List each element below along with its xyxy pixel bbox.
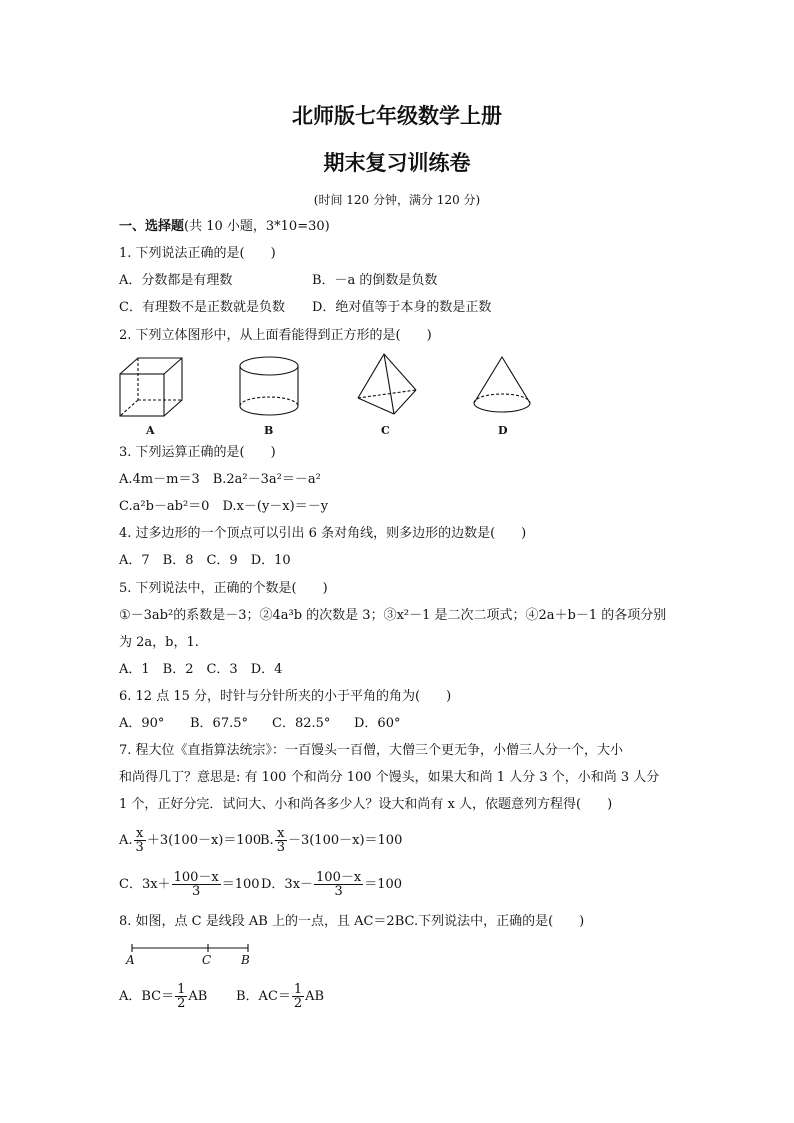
figure-label-b: B — [264, 424, 274, 437]
question-3-stem: 3. 下列运算正确的是( ) — [119, 445, 276, 460]
question-1-option-d: D．绝对值等于本身的数是正数 — [312, 300, 492, 315]
question-7-option-b: B. $\frac{x}{3}$ －3(100－x)＝100 — [260, 826, 403, 855]
question-3-options-ab: A.4m－m＝3 B.2a²－3a²＝－a² — [119, 472, 321, 487]
fraction: $\frac{x}{3}$ — [276, 826, 285, 855]
cone-figure — [472, 355, 534, 417]
question-7-option-a: A. $\frac{x}{3}$ ＋3(100－x)＝100 — [119, 826, 262, 855]
question-7-option-c: C．3x＋ $\frac{100-x}{3}$ ＝100 — [119, 870, 260, 899]
question-5-options: A．1 B．2 C．3 D．4 — [119, 662, 283, 677]
question-8-stem: 8. 如图，点 C 是线段 AB 上的一点，且 AC＝2BC.下列说法中，正确的是( ) — [119, 914, 585, 929]
question-7-option-d: D．3x－ $\frac{100-x}{3}$ ＝100 — [261, 870, 403, 899]
question-4-options: A．7 B．8 C．9 D．10 — [119, 553, 291, 568]
question-3-options-cd: C.a²b－ab²＝0 D.x－(y－x)＝－y — [119, 499, 329, 514]
figure-label-a: A — [146, 424, 155, 437]
document-subtitle: 期末复习训练卷 — [323, 150, 471, 175]
question-5-statements: ①－3ab²的系数是－3；②4a³b 的次数是 3；③x²－1 是二次二项式；④2a＋b－1 的各项分别 — [119, 608, 667, 623]
question-8-option-a: A．BC＝ $\frac{1}{2}$ AB — [119, 982, 208, 1011]
question-6-option-a: A．90° — [119, 716, 165, 731]
question-7-stem: 7. 程大位《直指算法统宗》：一百馒头一百僧，大僧三个更无争，小僧三人分一个，大小 — [119, 743, 624, 758]
point-label-b: B — [241, 953, 250, 967]
question-6-option-d: D．60° — [354, 716, 401, 731]
fraction: $\frac{1}{2}$ — [293, 982, 303, 1011]
figure-label-c: C — [381, 424, 390, 437]
section-heading — [119, 219, 330, 235]
question-6-option-b: B．67.5° — [190, 716, 248, 731]
section-title: 一、选择题 — [119, 219, 185, 234]
fraction: $\frac{100-x}{3}$ — [173, 870, 219, 899]
cube-figure — [118, 356, 188, 418]
exam-meta: (时间 120 分钟，满分 120 分) — [313, 193, 481, 207]
question-2-stem: 2. 下列立体图形中，从上面看能得到正方形的是( ) — [119, 328, 432, 343]
question-5-statements-cont: 为 2a，b，1. — [119, 635, 199, 650]
question-6-stem: 6. 12 点 15 分，时针与分针所夹的小于平角的角为( ) — [119, 689, 452, 704]
point-label-c: C — [202, 953, 212, 967]
question-1-stem: 1. 下列说法正确的是( ) — [119, 246, 276, 261]
question-7-stem-end: 1 个，正好分完．试问大、小和尚各多少人？设大和尚有 x 人，依题意列方程得( ) — [119, 797, 613, 812]
figure-label-d: D — [498, 424, 508, 437]
fraction: $\frac{1}{2}$ — [177, 982, 186, 1011]
question-8-option-b: B．AC＝ $\frac{1}{2}$ AB — [236, 982, 325, 1011]
question-1-option-c: C．有理数不是正数就是负数 — [119, 300, 285, 315]
question-1-option-a: A．分数都是有理数 — [119, 273, 233, 288]
question-1-option-b: B．－a 的倒数是负数 — [312, 273, 438, 288]
pyramid-figure — [356, 352, 420, 418]
cylinder-figure — [237, 356, 303, 418]
section-info: (共 10 小题，3*10=30) — [184, 219, 330, 234]
question-6-option-c: C．82.5° — [272, 716, 331, 731]
point-label-a: A — [126, 953, 135, 967]
fraction: $\frac{x}{3}$ — [135, 826, 144, 855]
question-4-stem: 4. 过多边形的一个顶点可以引出 6 条对角线，则多边形的边数是( ) — [119, 526, 527, 541]
fraction: $\frac{100-x}{3}$ — [316, 870, 362, 899]
question-5-stem: 5. 下列说法中，正确的个数是( ) — [119, 581, 328, 596]
document-title: 北师版七年级数学上册 — [292, 103, 502, 128]
question-7-stem-cont: 和尚得几丁？意思是: 有 100 个和尚分 100 个馒头，如果大和尚 1 人分 3 个，小和尚 3 人分 — [119, 770, 660, 785]
segment-figure — [128, 942, 258, 954]
